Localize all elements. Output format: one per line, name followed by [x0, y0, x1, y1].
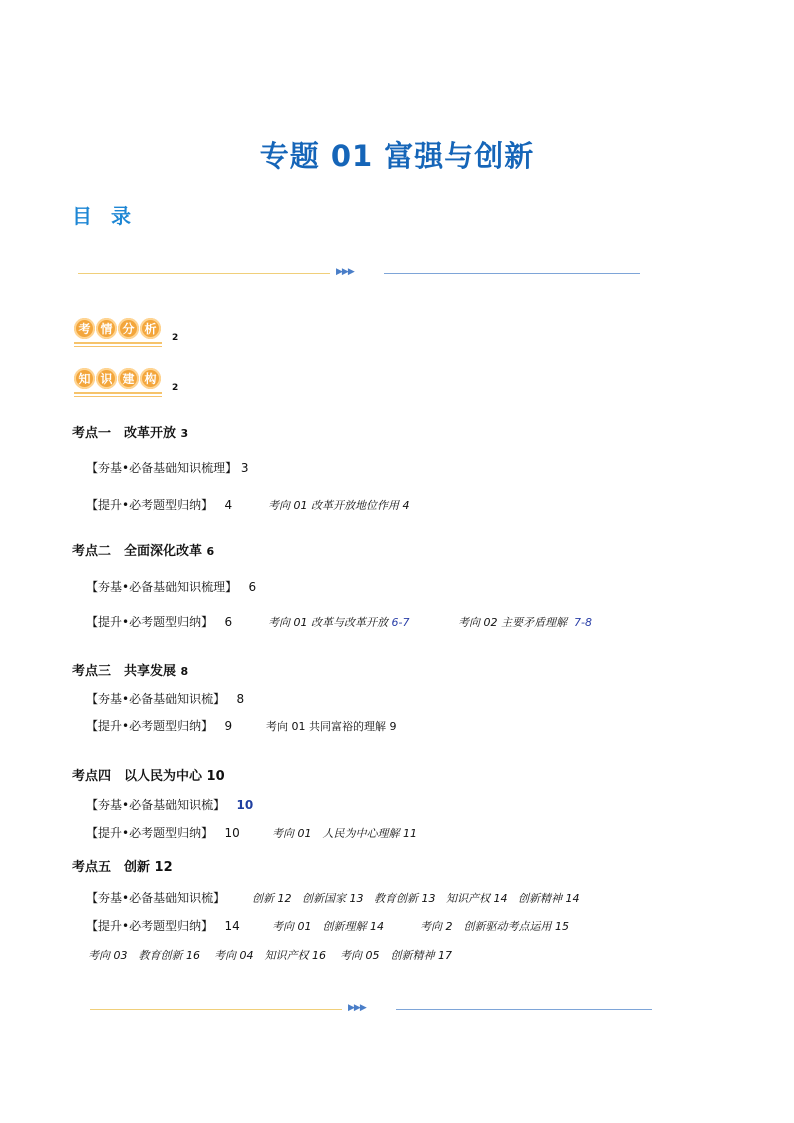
divider-top [78, 267, 640, 281]
divider-bottom [90, 1003, 652, 1017]
section-label: 考点五 创新 [72, 860, 151, 875]
item-page: 12 [277, 892, 292, 905]
toc-sub-advance[interactable] [86, 717, 232, 734]
toc-heading: 目 录 [72, 204, 137, 228]
badge-char: 构 [140, 368, 161, 389]
section-label: 考点三 共享发展 [72, 664, 177, 679]
badge-knowledge[interactable] [74, 368, 178, 397]
toc-sub-advance[interactable] [86, 824, 240, 841]
toc-direction[interactable] [420, 918, 569, 934]
direction-page: 6-7 [391, 616, 410, 629]
badge-page: 2 [172, 333, 179, 343]
toc-section-3[interactable] [72, 660, 188, 679]
item-page: 14 [565, 892, 580, 905]
sub-label: 【提升•必考题型归纳】 [86, 615, 214, 629]
toc-sub-advance[interactable] [86, 613, 232, 630]
direction-page: 15 [555, 920, 569, 933]
sub-label: 【夯基•必备基础知识梳理】 [86, 580, 238, 594]
direction-page: 14 [370, 920, 384, 933]
page-title: 专题 01 富强与创新 [259, 139, 535, 173]
direction-label: 考向 01 创新理解 [272, 920, 367, 933]
direction-label: 考向 01 改革与改革开放 [268, 616, 388, 629]
sub-page: 9 [224, 719, 233, 733]
sub-page: 6 [248, 580, 257, 594]
direction-label: 考向 05 创新精神 [340, 949, 435, 962]
toc-section-4[interactable] [72, 765, 225, 784]
sub-label: 【提升•必考题型归纳】 [86, 919, 214, 933]
direction-page: 4 [402, 499, 410, 512]
direction-label: 考向 03 教育创新 [88, 949, 183, 962]
section-page: 3 [180, 427, 189, 440]
badge-char: 析 [140, 318, 161, 339]
toc-sub-basic[interactable] [86, 578, 256, 595]
toc-sub-advance[interactable] [86, 496, 232, 513]
sub-page: 3 [240, 461, 249, 475]
section-page: 10 [206, 769, 225, 784]
item-label: 知识产权 [446, 892, 490, 905]
badge-char: 识 [96, 368, 117, 389]
item-label: 创新国家 [302, 892, 346, 905]
toc-sub-basic[interactable] [86, 889, 225, 906]
section-page: 8 [180, 665, 189, 678]
item-label: 教育创新 [374, 892, 418, 905]
direction-page: 11 [403, 827, 417, 840]
section-label: 考点四 以人民为中心 [72, 769, 203, 784]
badge-page: 2 [172, 383, 179, 393]
triangle-arrows-icon: ▶▶▶ [336, 267, 354, 277]
section-page: 6 [206, 545, 215, 558]
toc-direction[interactable] [458, 614, 592, 630]
direction-page: 16 [186, 949, 200, 962]
toc-sub-basic[interactable] [86, 690, 244, 707]
badge-char: 考 [74, 318, 95, 339]
sub-label: 【夯基•必备基础知识梳】 [86, 891, 226, 905]
sub-label: 【夯基•必备基础知识梳】 [86, 692, 226, 706]
badge-char: 知 [74, 368, 95, 389]
direction-page: 17 [438, 949, 452, 962]
badge-char: 分 [118, 318, 139, 339]
section-label: 考点一 改革开放 [72, 426, 177, 441]
toc-direction[interactable] [266, 718, 397, 734]
sub-label: 【提升•必考题型归纳】 [86, 498, 214, 512]
sub-page: 10 [236, 798, 254, 812]
sub-page: 4 [224, 498, 233, 512]
toc-direction[interactable] [268, 614, 409, 630]
item-page: 13 [421, 892, 436, 905]
toc-section-1[interactable] [72, 422, 188, 441]
direction-label: 考向 01 共同富裕的理解 [266, 720, 386, 733]
item-page: 13 [349, 892, 364, 905]
sub-label: 【提升•必考题型归纳】 [86, 719, 214, 733]
badge-char: 情 [96, 318, 117, 339]
toc-basic-items[interactable] [252, 890, 580, 906]
direction-page: 16 [312, 949, 326, 962]
toc-direction[interactable] [272, 825, 417, 841]
toc-direction-row[interactable] [88, 947, 452, 963]
toc-direction[interactable] [272, 918, 384, 934]
section-label: 考点二 全面深化改革 [72, 544, 203, 559]
badge-analysis[interactable] [74, 318, 178, 347]
sub-page: 10 [224, 826, 240, 840]
sub-page: 6 [224, 615, 233, 629]
section-page: 12 [154, 860, 173, 875]
toc-section-2[interactable] [72, 540, 214, 559]
item-label: 创新 [252, 892, 274, 905]
item-label: 创新精神 [518, 892, 562, 905]
toc-sub-basic[interactable] [86, 796, 253, 813]
direction-label: 考向 01 人民为中心理解 [272, 827, 400, 840]
sub-page: 14 [224, 919, 240, 933]
sub-label: 【提升•必考题型归纳】 [86, 826, 214, 840]
sub-page: 8 [236, 692, 245, 706]
badge-char: 建 [118, 368, 139, 389]
sub-label: 【夯基•必备基础知识梳理】 [86, 461, 238, 475]
direction-label: 考向 01 改革开放地位作用 [268, 499, 399, 512]
toc-direction[interactable] [268, 497, 410, 513]
item-page: 14 [493, 892, 508, 905]
sub-label: 【夯基•必备基础知识梳】 [86, 798, 226, 812]
triangle-arrows-icon: ▶▶▶ [348, 1003, 366, 1013]
direction-label: 考向 04 知识产权 [214, 949, 309, 962]
toc-section-5[interactable] [72, 856, 173, 875]
direction-page: 9 [389, 720, 397, 733]
direction-label: 考向 02 主要矛盾理解 [458, 616, 567, 629]
direction-page: 7-8 [574, 616, 592, 629]
toc-sub-advance[interactable] [86, 917, 240, 934]
direction-label: 考向 2 创新驱动考点运用 [420, 920, 552, 933]
toc-sub-basic[interactable] [86, 459, 249, 476]
